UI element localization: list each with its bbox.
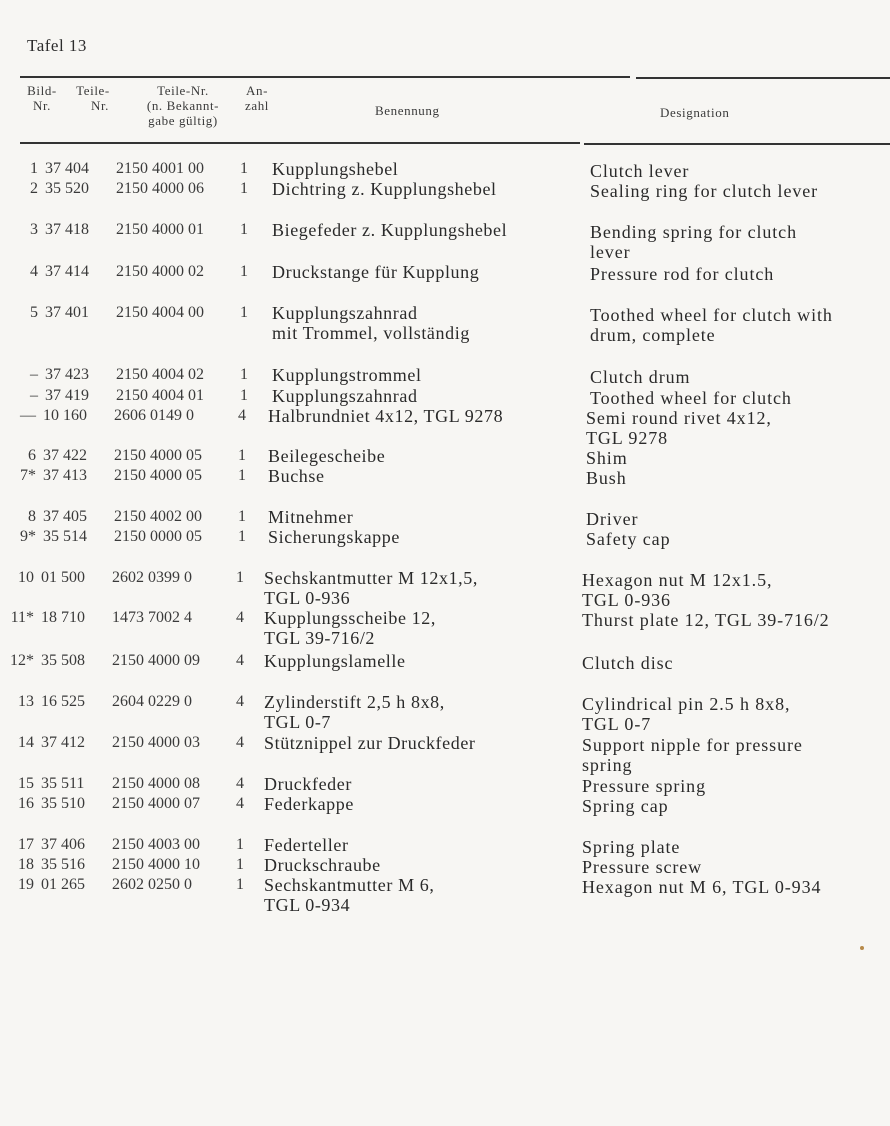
anzahl: 1 [240,180,248,197]
benennung-text: mit Trommel, vollständig [272,323,470,343]
benennung-text: Halbrundniet 4x12, TGL 9278 [268,406,504,426]
table-row [0,303,890,343]
table-row [0,406,890,446]
table-row [0,446,890,466]
benennung-text: Sechskantmutter M 6, [264,875,435,895]
anzahl: 1 [236,836,244,853]
bild-nr: 12* [10,652,34,669]
benennung-text: TGL 0-934 [264,895,351,915]
anzahl: 1 [240,387,248,404]
benennung-text: Kupplungslamelle [264,651,406,671]
designation-text: Shim [586,448,628,468]
bild-nr: 8 [28,508,36,525]
table-row [0,220,890,260]
teile-nr: 37 405 [43,508,87,525]
designation-text: Support nipple for pressure [582,735,803,755]
anzahl: 4 [236,693,244,710]
benennung-text: Dichtring z. Kupplungshebel [272,179,497,199]
designation-text: TGL 0-7 [582,714,652,734]
designation-text: Spring plate [582,837,681,857]
teile-nr-neu: 2602 0399 0 [112,569,192,586]
teile-nr-neu: 2150 4000 05 [114,467,202,484]
teile-nr-neu: 2150 0000 05 [114,528,202,545]
teile-nr-neu: 2150 4000 03 [112,734,200,751]
anzahl: 4 [236,734,244,751]
teile-nr: 35 510 [41,795,85,812]
benennung-text: Sechskantmutter M 12x1,5, [264,568,478,588]
bild-nr: 19 [18,876,34,893]
anzahl: 1 [240,160,248,177]
teile-nr: 35 508 [41,652,85,669]
header-line: gabe gültig) [148,113,218,128]
designation-text: TGL 0-936 [582,590,671,610]
benennung-text: Beilegescheibe [268,446,386,466]
bild-nr: 1 [30,160,38,177]
designation-text: Toothed wheel for clutch with [590,305,833,325]
paper-speck [860,946,864,950]
benennung-text: Mitnehmer [268,507,354,527]
designation-text: Toothed wheel for clutch [590,388,792,408]
anzahl: 1 [236,856,244,873]
benennung-text: Sicherungskappe [268,527,400,547]
bild-nr: 6 [28,447,36,464]
benennung-text: Kupplungszahnrad [272,386,418,406]
teile-nr-neu: 2150 4004 01 [116,387,204,404]
header-rule-bottom [20,142,580,144]
column-header-bild-nr [18,83,66,113]
designation-text: Cylindrical pin 2.5 h 8x8, [582,694,791,714]
bild-nr: 9* [20,528,36,545]
anzahl: 1 [236,876,244,893]
header-rule-top-right [636,77,890,79]
bild-nr: 5 [30,304,38,321]
anzahl: 1 [238,447,246,464]
benennung-text: Kupplungshebel [272,159,399,179]
teile-nr-neu: 2150 4000 06 [116,180,204,197]
benennung-text: Federteller [264,835,349,855]
bild-nr: 2 [30,180,38,197]
anzahl: 1 [240,304,248,321]
teile-nr: 37 422 [43,447,87,464]
benennung-text: TGL 39-716/2 [264,628,376,648]
table-row [0,466,890,486]
teile-nr: 01 500 [41,569,85,586]
bild-nr: 10 [18,569,34,586]
table-row [0,507,890,527]
table-row [0,527,890,547]
designation-text: Hexagon nut M 6, TGL 0-934 [582,877,822,897]
benennung-text: TGL 0-7 [264,712,332,732]
teile-nr-neu: 2150 4003 00 [112,836,200,853]
benennung-text: Zylinderstift 2,5 h 8x8, [264,692,445,712]
header-line: Bild- [27,83,57,98]
column-header-teile-nr [66,83,120,113]
table-row [0,733,890,773]
benennung-text: Druckfeder [264,774,352,794]
anzahl: 1 [240,221,248,238]
anzahl: 4 [236,795,244,812]
table-row [0,875,890,915]
anzahl: 1 [240,263,248,280]
benennung-text: Kupplungszahnrad [272,303,418,323]
table-row [0,692,890,732]
bild-nr: 4 [30,263,38,280]
designation-text: TGL 9278 [586,428,669,448]
designation-text: Pressure spring [582,776,706,796]
table-row [0,386,890,406]
teile-nr-neu: 2150 4004 02 [116,366,204,383]
teile-nr-neu: 2150 4000 09 [112,652,200,669]
teile-nr: 18 710 [41,609,85,626]
teile-nr: 37 401 [45,304,89,321]
designation-text: Clutch lever [590,161,690,181]
bild-nr: 14 [18,734,34,751]
teile-nr: 35 516 [41,856,85,873]
designation-text: Driver [586,509,639,529]
column-header-designation: Designation [660,105,730,120]
benennung-text: Kupplungsscheibe 12, [264,608,436,628]
table-row [0,835,890,855]
teile-nr-neu: 2150 4004 00 [116,304,204,321]
column-header-anzahl [238,83,276,113]
header-rule-bottom-right [584,143,890,145]
bild-nr: 15 [18,775,34,792]
teile-nr-neu: 2150 4000 01 [116,221,204,238]
designation-text: Semi round rivet 4x12, [586,408,772,428]
teile-nr: 10 160 [43,407,87,424]
designation-text: lever [590,242,631,262]
header-rule-top [20,76,630,78]
bild-nr: 11* [10,609,34,626]
designation-text: Clutch disc [582,653,674,673]
teile-nr: 35 511 [41,775,85,792]
designation-text: Clutch drum [590,367,691,387]
designation-text: Bush [586,468,627,488]
teile-nr: 35 520 [45,180,89,197]
header-line: An- [245,83,269,98]
benennung-text: Buchse [268,466,325,486]
benennung-text: Druckstange für Kupplung [272,262,480,282]
teile-nr: 37 412 [41,734,85,751]
teile-nr-neu: 2150 4000 10 [112,856,200,873]
teile-nr-neu: 1473 7002 4 [112,609,192,626]
bild-nr: – [30,387,38,404]
table-row [0,651,890,671]
teile-nr-neu: 2602 0250 0 [112,876,192,893]
teile-nr-neu: 2150 4000 05 [114,447,202,464]
benennung-text: TGL 0-936 [264,588,351,608]
table-row [0,262,890,282]
teile-nr-neu: 2604 0229 0 [112,693,192,710]
bild-nr: – [30,366,38,383]
anzahl: 4 [236,652,244,669]
header-line: Teile-Nr. [157,83,209,98]
benennung-text: Biegefeder z. Kupplungshebel [272,220,508,240]
designation-text: drum, complete [590,325,716,345]
header-line: Teile- [76,83,110,98]
designation-text: Spring cap [582,796,669,816]
column-header-benennung: Benennung [375,103,440,118]
designation-text: Bending spring for clutch [590,222,797,242]
header-line: Nr. [90,98,110,113]
anzahl: 1 [238,508,246,525]
teile-nr-neu: 2150 4002 00 [114,508,202,525]
teile-nr: 16 525 [41,693,85,710]
header-line: zahl [244,98,270,113]
teile-nr-neu: 2150 4000 07 [112,795,200,812]
bild-nr: 7* [20,467,36,484]
teile-nr-neu: 2606 0149 0 [114,407,194,424]
teile-nr-neu: 2150 4001 00 [116,160,204,177]
anzahl: 4 [238,407,246,424]
teile-nr: 37 419 [45,387,89,404]
anzahl: 1 [238,467,246,484]
teile-nr: 01 265 [41,876,85,893]
bild-nr: 13 [18,693,34,710]
table-row [0,774,890,794]
table-row [0,179,890,199]
designation-text: Safety cap [586,529,671,549]
column-header-teile-nr-neu [124,83,242,128]
table-row [0,608,890,648]
table-row [0,568,890,608]
teile-nr: 35 514 [43,528,87,545]
table-row [0,855,890,875]
teile-nr: 37 414 [45,263,89,280]
table-row [0,365,890,385]
teile-nr: 37 406 [41,836,85,853]
bild-nr: — [20,407,36,424]
teile-nr-neu: 2150 4000 02 [116,263,204,280]
designation-text: Sealing ring for clutch lever [590,181,819,201]
designation-text: Hexagon nut M 12x1.5, [582,570,773,590]
anzahl: 4 [236,609,244,626]
designation-text: Thurst plate 12, TGL 39-716/2 [582,610,830,630]
anzahl: 1 [240,366,248,383]
teile-nr: 37 418 [45,221,89,238]
teile-nr: 37 413 [43,467,87,484]
teile-nr: 37 423 [45,366,89,383]
table-row [0,159,890,179]
teile-nr-neu: 2150 4000 08 [112,775,200,792]
benennung-text: Federkappe [264,794,354,814]
benennung-text: Kupplungstrommel [272,365,422,385]
bild-nr: 16 [18,795,34,812]
designation-text: Pressure rod for clutch [590,264,775,284]
header-line: Nr. [32,98,52,113]
bild-nr: 17 [18,836,34,853]
table-row [0,794,890,814]
bild-nr: 3 [30,221,38,238]
designation-text: spring [582,755,633,775]
page-title: Tafel 13 [27,36,87,55]
teile-nr: 37 404 [45,160,89,177]
designation-text: Pressure screw [582,857,703,877]
anzahl: 1 [236,569,244,586]
benennung-text: Druckschraube [264,855,381,875]
anzahl: 4 [236,775,244,792]
benennung-text: Stütznippel zur Druckfeder [264,733,476,753]
header-line: (n. Bekannt- [146,98,220,113]
bild-nr: 18 [18,856,34,873]
anzahl: 1 [238,528,246,545]
